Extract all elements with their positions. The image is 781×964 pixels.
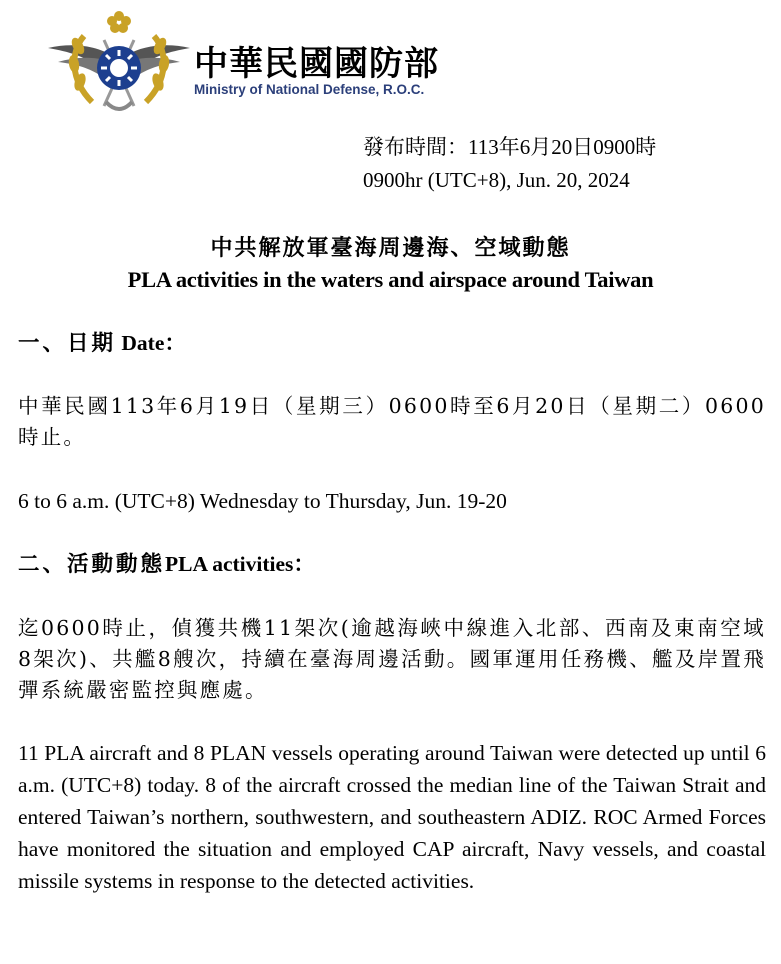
section-heading-date-english: Date： <box>116 331 186 355</box>
activities-text-english: 11 PLA aircraft and 8 PLAN vessels operating around Taiwan were detected up until 6 a.m. (UTC+8) today. 8 of the aircraft crossed the median line of the Taiwan Strait and entered Taiwan’s northern, southwestern, and southeastern ADIZ. ROC Armed Forces have monitored the situation and employed CAP aircraft, Navy vessels, and coastal missile systems in response to the detected activities. <box>18 741 766 893</box>
section-heading-date <box>18 326 186 357</box>
document-title-english: PLA activities in the waters and airspace around Taiwan <box>127 267 654 292</box>
release-time-english: 0900hr (UTC+8), Jun. 20, 2024 <box>363 168 630 192</box>
section-heading-activities-english: PLA activities： <box>165 552 315 576</box>
release-time <box>363 131 656 197</box>
section-heading-activities <box>18 547 315 578</box>
section-heading-date-chinese: 一、日期 <box>18 331 117 356</box>
section-heading-activities-chinese: 二、活動動態 <box>18 552 166 577</box>
ministry-name-chinese: 中華民國國防部 <box>194 44 439 84</box>
document-title-chinese: 中共解放軍臺海周邊海、空域動態 <box>210 235 571 261</box>
letterhead <box>44 6 504 118</box>
document-title <box>0 231 781 295</box>
release-time-chinese: 發布時間：113年6月20日0900時 <box>363 135 657 159</box>
date-text-chinese: 中華民國113年6月19日（星期三）0600時至6月20日（星期二）0600時止。 <box>18 394 766 449</box>
date-text-english: 6 to 6 a.m. (UTC+8) Wednesday to Thursday, Jun. 19-20 <box>18 489 507 513</box>
activities-text-chinese: 迄0600時止，偵獲共機11架次(逾越海峽中線進入北部、西南及東南空域8架次)、共艦8艘次，持續在臺海周邊活動。國軍運用任務機、艦及岸置飛彈系統嚴密監控與應處。 <box>18 616 766 702</box>
ministry-emblem-icon <box>44 6 194 118</box>
ministry-name-english: Ministry of National Defense, R.O.C. <box>194 82 425 97</box>
